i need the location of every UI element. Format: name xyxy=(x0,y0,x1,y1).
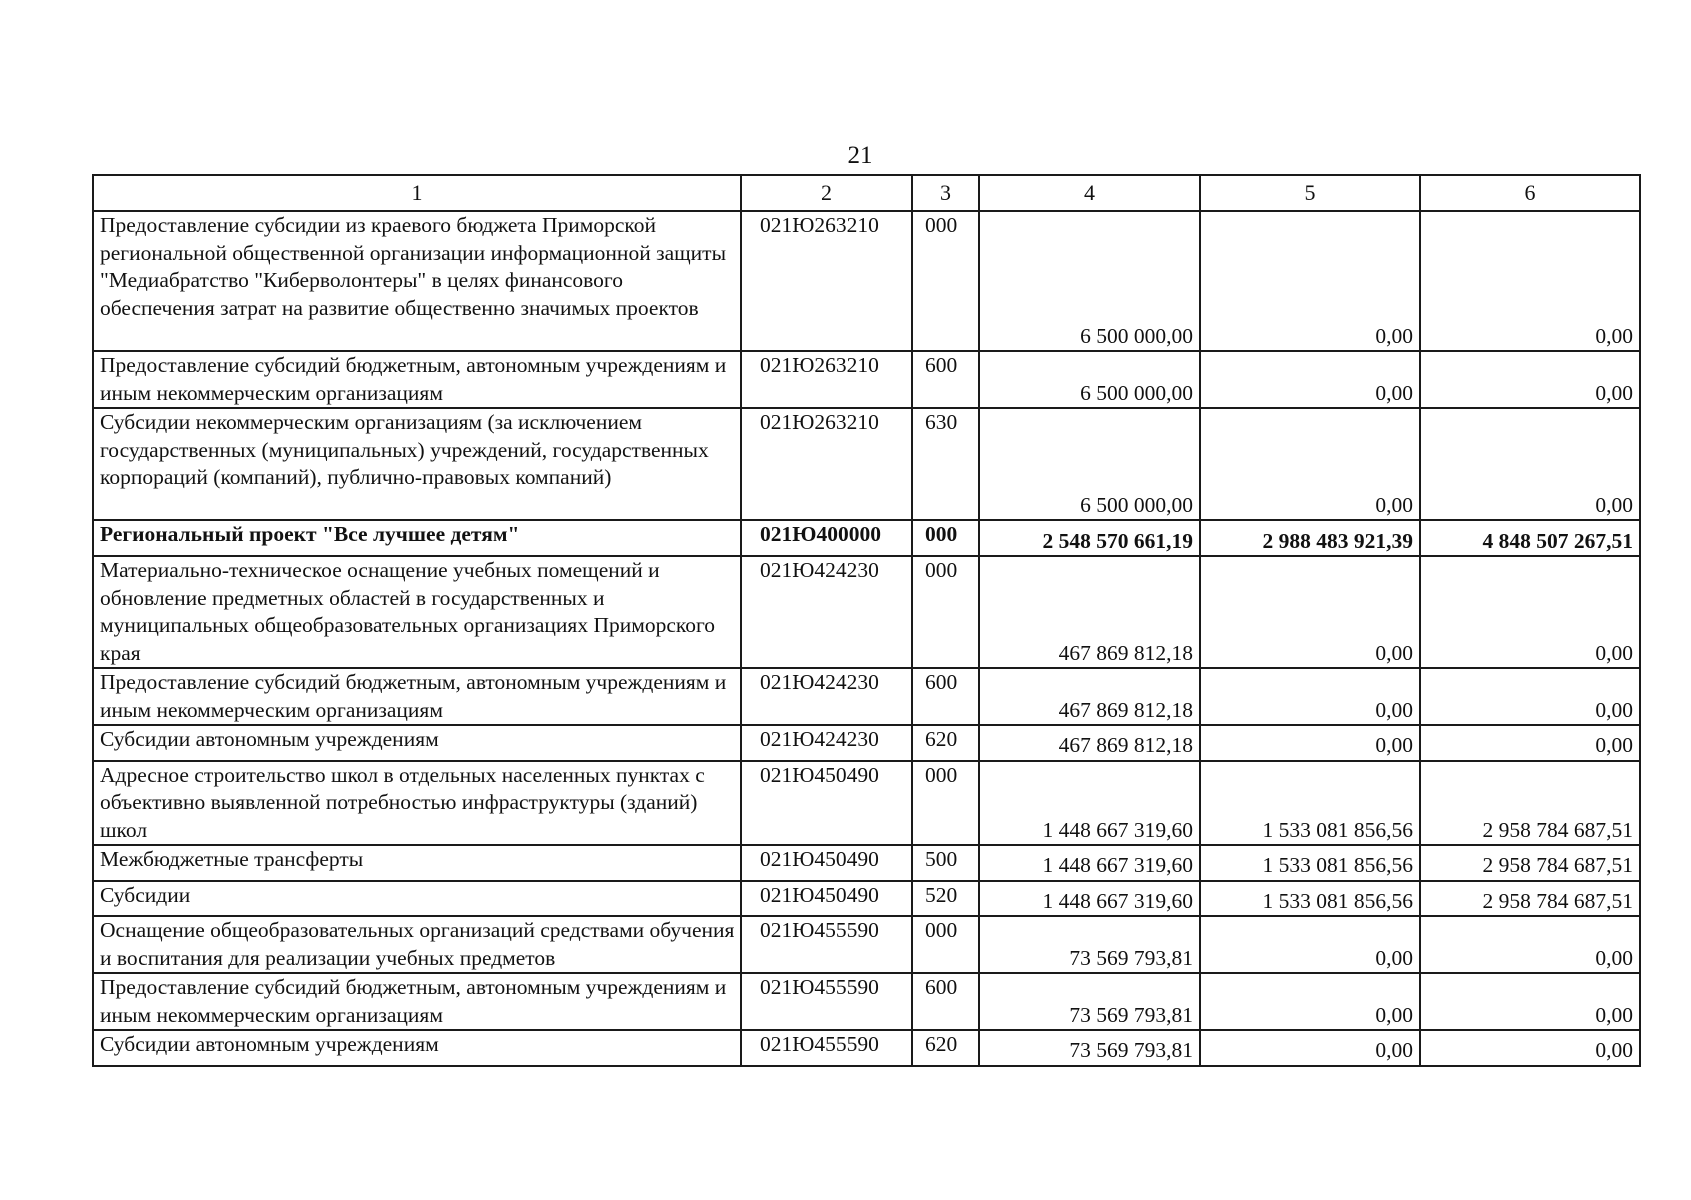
table-body xyxy=(93,175,1640,1066)
row-description: Субсидии автономным учреждениям xyxy=(93,1030,741,1066)
row-amount-4: 2 548 570 661,19 xyxy=(979,520,1200,556)
row-amount-6: 2 958 784 687,51 xyxy=(1420,845,1640,881)
row-amount-6: 0,00 xyxy=(1420,973,1640,1030)
row-amount-4: 6 500 000,00 xyxy=(979,408,1200,520)
row-kind: 630 xyxy=(912,408,979,520)
table-row xyxy=(93,725,1640,761)
row-amount-4: 73 569 793,81 xyxy=(979,973,1200,1030)
row-amount-5: 1 533 081 856,56 xyxy=(1200,761,1420,846)
row-description: Оснащение общеобразовательных организаций средствами обучения и воспитания для реализации учебных предметов xyxy=(93,916,741,973)
row-amount-5: 0,00 xyxy=(1200,725,1420,761)
row-amount-5: 1 533 081 856,56 xyxy=(1200,845,1420,881)
row-amount-5: 0,00 xyxy=(1200,408,1420,520)
row-code: 021Ю455590 xyxy=(741,973,912,1030)
row-amount-5: 0,00 xyxy=(1200,351,1420,408)
row-description: Межбюджетные трансферты xyxy=(93,845,741,881)
row-amount-5: 0,00 xyxy=(1200,211,1420,351)
row-code: 021Ю424230 xyxy=(741,668,912,725)
header-cell-2: 2 xyxy=(741,175,912,211)
row-amount-6: 0,00 xyxy=(1420,725,1640,761)
row-amount-6: 0,00 xyxy=(1420,1030,1640,1066)
table-row xyxy=(93,408,1640,520)
table-row xyxy=(93,881,1640,917)
header-cell-5: 5 xyxy=(1200,175,1420,211)
row-description: Субсидии некоммерческим организациям (за исключением государственных (муниципальных) учреждений, государственных корпораций (компаний), публично-правовых компаний) xyxy=(93,408,741,520)
row-amount-5: 0,00 xyxy=(1200,973,1420,1030)
row-description: Субсидии xyxy=(93,881,741,917)
row-amount-4: 6 500 000,00 xyxy=(979,211,1200,351)
row-code: 021Ю450490 xyxy=(741,881,912,917)
row-code: 021Ю450490 xyxy=(741,761,912,846)
row-code: 021Ю424230 xyxy=(741,556,912,668)
row-code: 021Ю424230 xyxy=(741,725,912,761)
row-code: 021Ю455590 xyxy=(741,916,912,973)
row-amount-4: 1 448 667 319,60 xyxy=(979,845,1200,881)
row-kind: 000 xyxy=(912,916,979,973)
row-description: Адресное строительство школ в отдельных населенных пунктах с объективно выявленной потребностью инфраструктуры (зданий) школ xyxy=(93,761,741,846)
row-amount-4: 467 869 812,18 xyxy=(979,556,1200,668)
row-description: Предоставление субсидий бюджетным, автономным учреждениям и иным некоммерческим организациям xyxy=(93,351,741,408)
header-cell-3: 3 xyxy=(912,175,979,211)
row-kind: 500 xyxy=(912,845,979,881)
row-description: Региональный проект "Все лучшее детям" xyxy=(93,520,741,556)
row-code: 021Ю263210 xyxy=(741,211,912,351)
header-cell-6: 6 xyxy=(1420,175,1640,211)
row-description: Материально-техническое оснащение учебных помещений и обновление предметных областей в государственных и муниципальных общеобразовательных организациях Приморского края xyxy=(93,556,741,668)
row-kind: 620 xyxy=(912,1030,979,1066)
row-amount-6: 0,00 xyxy=(1420,351,1640,408)
row-amount-4: 73 569 793,81 xyxy=(979,916,1200,973)
row-kind: 600 xyxy=(912,973,979,1030)
table-row xyxy=(93,761,1640,846)
row-amount-5: 2 988 483 921,39 xyxy=(1200,520,1420,556)
row-amount-6: 0,00 xyxy=(1420,556,1640,668)
table-row xyxy=(93,916,1640,973)
page-number: 21 xyxy=(847,142,873,169)
row-description: Предоставление субсидий бюджетным, автономным учреждениям и иным некоммерческим организациям xyxy=(93,973,741,1030)
row-amount-4: 467 869 812,18 xyxy=(979,668,1200,725)
row-description: Предоставление субсидии из краевого бюджета Приморской региональной общественной организации информационной защиты "Медиабратство "Киберволонтеры" в целях финансового обеспечения затрат на развитие общественно значимых проектов xyxy=(93,211,741,351)
table-row xyxy=(93,845,1640,881)
row-code: 021Ю263210 xyxy=(741,408,912,520)
row-kind: 520 xyxy=(912,881,979,917)
row-amount-6: 0,00 xyxy=(1420,916,1640,973)
row-description: Предоставление субсидий бюджетным, автономным учреждениям и иным некоммерческим организациям xyxy=(93,668,741,725)
row-amount-5: 1 533 081 856,56 xyxy=(1200,881,1420,917)
row-amount-6: 0,00 xyxy=(1420,668,1640,725)
row-amount-4: 467 869 812,18 xyxy=(979,725,1200,761)
row-amount-5: 0,00 xyxy=(1200,1030,1420,1066)
row-kind: 620 xyxy=(912,725,979,761)
header-cell-1: 1 xyxy=(93,175,741,211)
table-row xyxy=(93,520,1640,556)
row-description: Субсидии автономным учреждениям xyxy=(93,725,741,761)
row-amount-6: 4 848 507 267,51 xyxy=(1420,520,1640,556)
table-row xyxy=(93,973,1640,1030)
row-kind: 000 xyxy=(912,556,979,668)
row-kind: 000 xyxy=(912,761,979,846)
table-row xyxy=(93,556,1640,668)
row-amount-5: 0,00 xyxy=(1200,916,1420,973)
table-row xyxy=(93,211,1640,351)
table-row xyxy=(93,668,1640,725)
row-code: 021Ю400000 xyxy=(741,520,912,556)
row-kind: 000 xyxy=(912,211,979,351)
row-amount-6: 2 958 784 687,51 xyxy=(1420,761,1640,846)
row-kind: 600 xyxy=(912,351,979,408)
row-code: 021Ю263210 xyxy=(741,351,912,408)
header-cell-4: 4 xyxy=(979,175,1200,211)
row-amount-5: 0,00 xyxy=(1200,556,1420,668)
row-amount-4: 73 569 793,81 xyxy=(979,1030,1200,1066)
budget-table xyxy=(92,174,1641,1067)
header-row xyxy=(93,175,1640,211)
table-row xyxy=(93,1030,1640,1066)
table-row xyxy=(93,351,1640,408)
row-kind: 600 xyxy=(912,668,979,725)
row-amount-6: 0,00 xyxy=(1420,408,1640,520)
row-amount-4: 1 448 667 319,60 xyxy=(979,761,1200,846)
row-kind: 000 xyxy=(912,520,979,556)
row-code: 021Ю455590 xyxy=(741,1030,912,1066)
row-amount-5: 0,00 xyxy=(1200,668,1420,725)
row-amount-4: 6 500 000,00 xyxy=(979,351,1200,408)
row-amount-6: 0,00 xyxy=(1420,211,1640,351)
row-code: 021Ю450490 xyxy=(741,845,912,881)
row-amount-4: 1 448 667 319,60 xyxy=(979,881,1200,917)
row-amount-6: 2 958 784 687,51 xyxy=(1420,881,1640,917)
